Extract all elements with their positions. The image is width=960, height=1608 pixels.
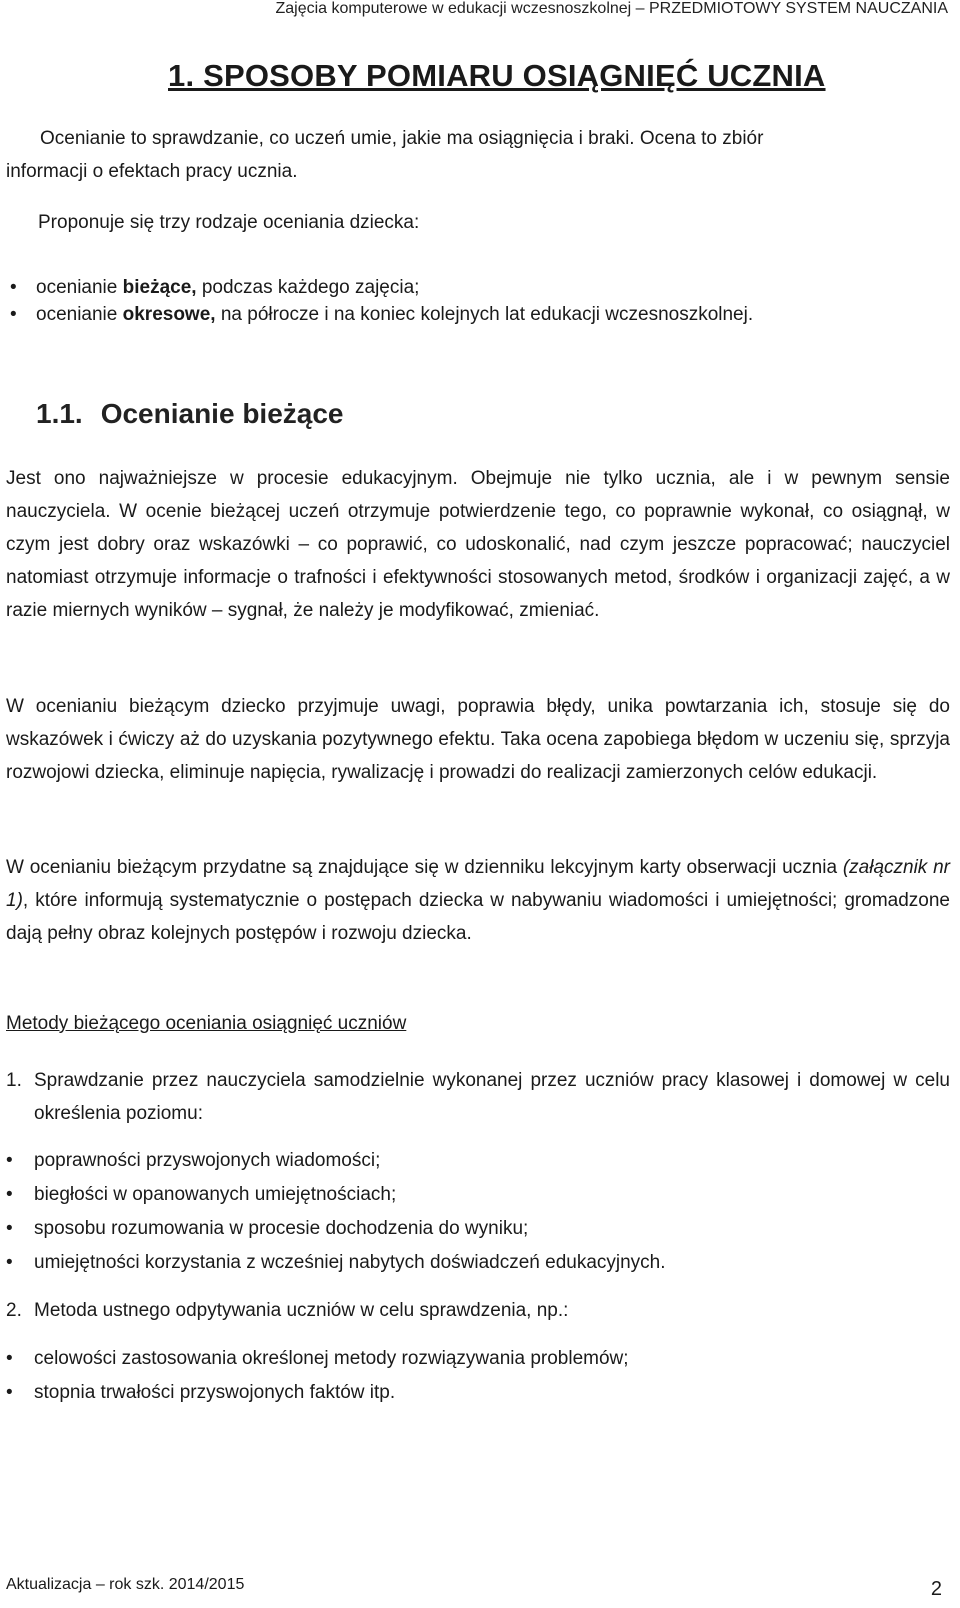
method-1: 1. Sprawdzanie przez nauczyciela samodzielnie wykonanej przez uczniów pracy klasowej i domowej w celu określenia poziomu: [6, 1070, 950, 1124]
bullet-icon: • [6, 1218, 13, 1239]
list-item: • biegłości w opanowanych umiejętnościach; [6, 1184, 397, 1205]
assessment-type-item: • ocenianie bieżące, podczas każdego zajęcia; [10, 277, 420, 298]
section-number: 1.1. [36, 398, 83, 429]
bullet-icon: • [6, 1348, 13, 1369]
bullet-icon: • [10, 304, 17, 325]
running-header: Zajęcia komputerowe w edukacji wczesnoszkolnej – PRZEDMIOTOWY SYSTEM NAUCZANIA [275, 0, 948, 17]
paragraph-3: W ocenianiu bieżącym przydatne są znajdujące się w dzienniku lekcyjnym karty obserwacji ucznia (załącznik nr 1), które informują systematycznie o postępach dziecka w nabywaniu wiadomości i umiejętności; gromadzone dają pełny obraz kolejnych postępów i rozwoju dziecka. [6, 857, 950, 944]
methods-heading: Metody bieżącego oceniania osiągnięć uczniów [6, 1013, 407, 1034]
bullet-icon: • [10, 277, 17, 298]
list-item: • celowości zastosowania określonej metody rozwiązywania problemów; [6, 1348, 629, 1369]
intro-line-3: Proponuje się trzy rodzaje oceniania dziecka: [38, 212, 420, 233]
list-item: • poprawności przyswojonych wiadomości; [6, 1150, 381, 1171]
list-item: • sposobu rozumowania w procesie dochodzenia do wyniku; [6, 1218, 529, 1239]
bullet-icon: • [6, 1150, 13, 1171]
paragraph-1: Jest ono najważniejsze w procesie edukacyjnym. Obejmuje nie tylko ucznia, ale i w pewnym sensie nauczyciela. W ocenie bieżącej uczeń otrzymuje potwierdzenie tego, co poprawnie wykonał, co osiągnął, w czym jest dobry oraz wskazówki – co poprawić, co udoskonalić, nad czym jeszcze popracować; nauczyciel natomiast otrzymuje informacje o trafności i efektywności stosowanych metod, środków i organizacji zajęć, a w razie miernych wyników – sygnał, że należy je modyfikować, zmieniać. [6, 468, 950, 621]
paragraph-2: W ocenianiu bieżącym dziecko przyjmuje uwagi, poprawia błędy, unika powtarzania ich, stosuje się do wskazówek i ćwiczy aż do uzyskania pozytywnego efektu. Taka ocena zapobiega błędom w uczeniu się, sprzyja rozwojowi dziecka, eliminuje napięcia, rywalizację i prowadzi do realizacji zamierzonych celów edukacji. [6, 696, 950, 783]
bullet-icon: • [6, 1252, 13, 1273]
bullet-icon: • [6, 1382, 13, 1403]
page-title: 1. SPOSOBY POMIARU OSIĄGNIĘĆ UCZNIA [168, 58, 826, 93]
section-heading [36, 398, 344, 430]
intro-line-2: informacji o efektach pracy ucznia. [6, 161, 298, 182]
intro-line-1: Ocenianie to sprawdzanie, co uczeń umie, jakie ma osiągnięcia i braki. Ocena to zbiór [40, 128, 764, 149]
list-item: • umiejętności korzystania z wcześniej nabytych doświadczeń edukacyjnych. [6, 1252, 666, 1273]
method-2: 2. Metoda ustnego odpytywania uczniów w celu sprawdzenia, np.: [6, 1300, 569, 1321]
section-title: Ocenianie bieżące [100, 398, 344, 429]
bullet-icon: • [6, 1184, 13, 1205]
footer-text: Aktualizacja – rok szk. 2014/2015 [6, 1576, 245, 1593]
assessment-type-item: • ocenianie okresowe, na półrocze i na koniec kolejnych lat edukacji wczesnoszkolnej. [10, 304, 754, 325]
page-number: 2 [930, 1578, 942, 1600]
list-item: • stopnia trwałości przyswojonych faktów itp. [6, 1382, 396, 1403]
